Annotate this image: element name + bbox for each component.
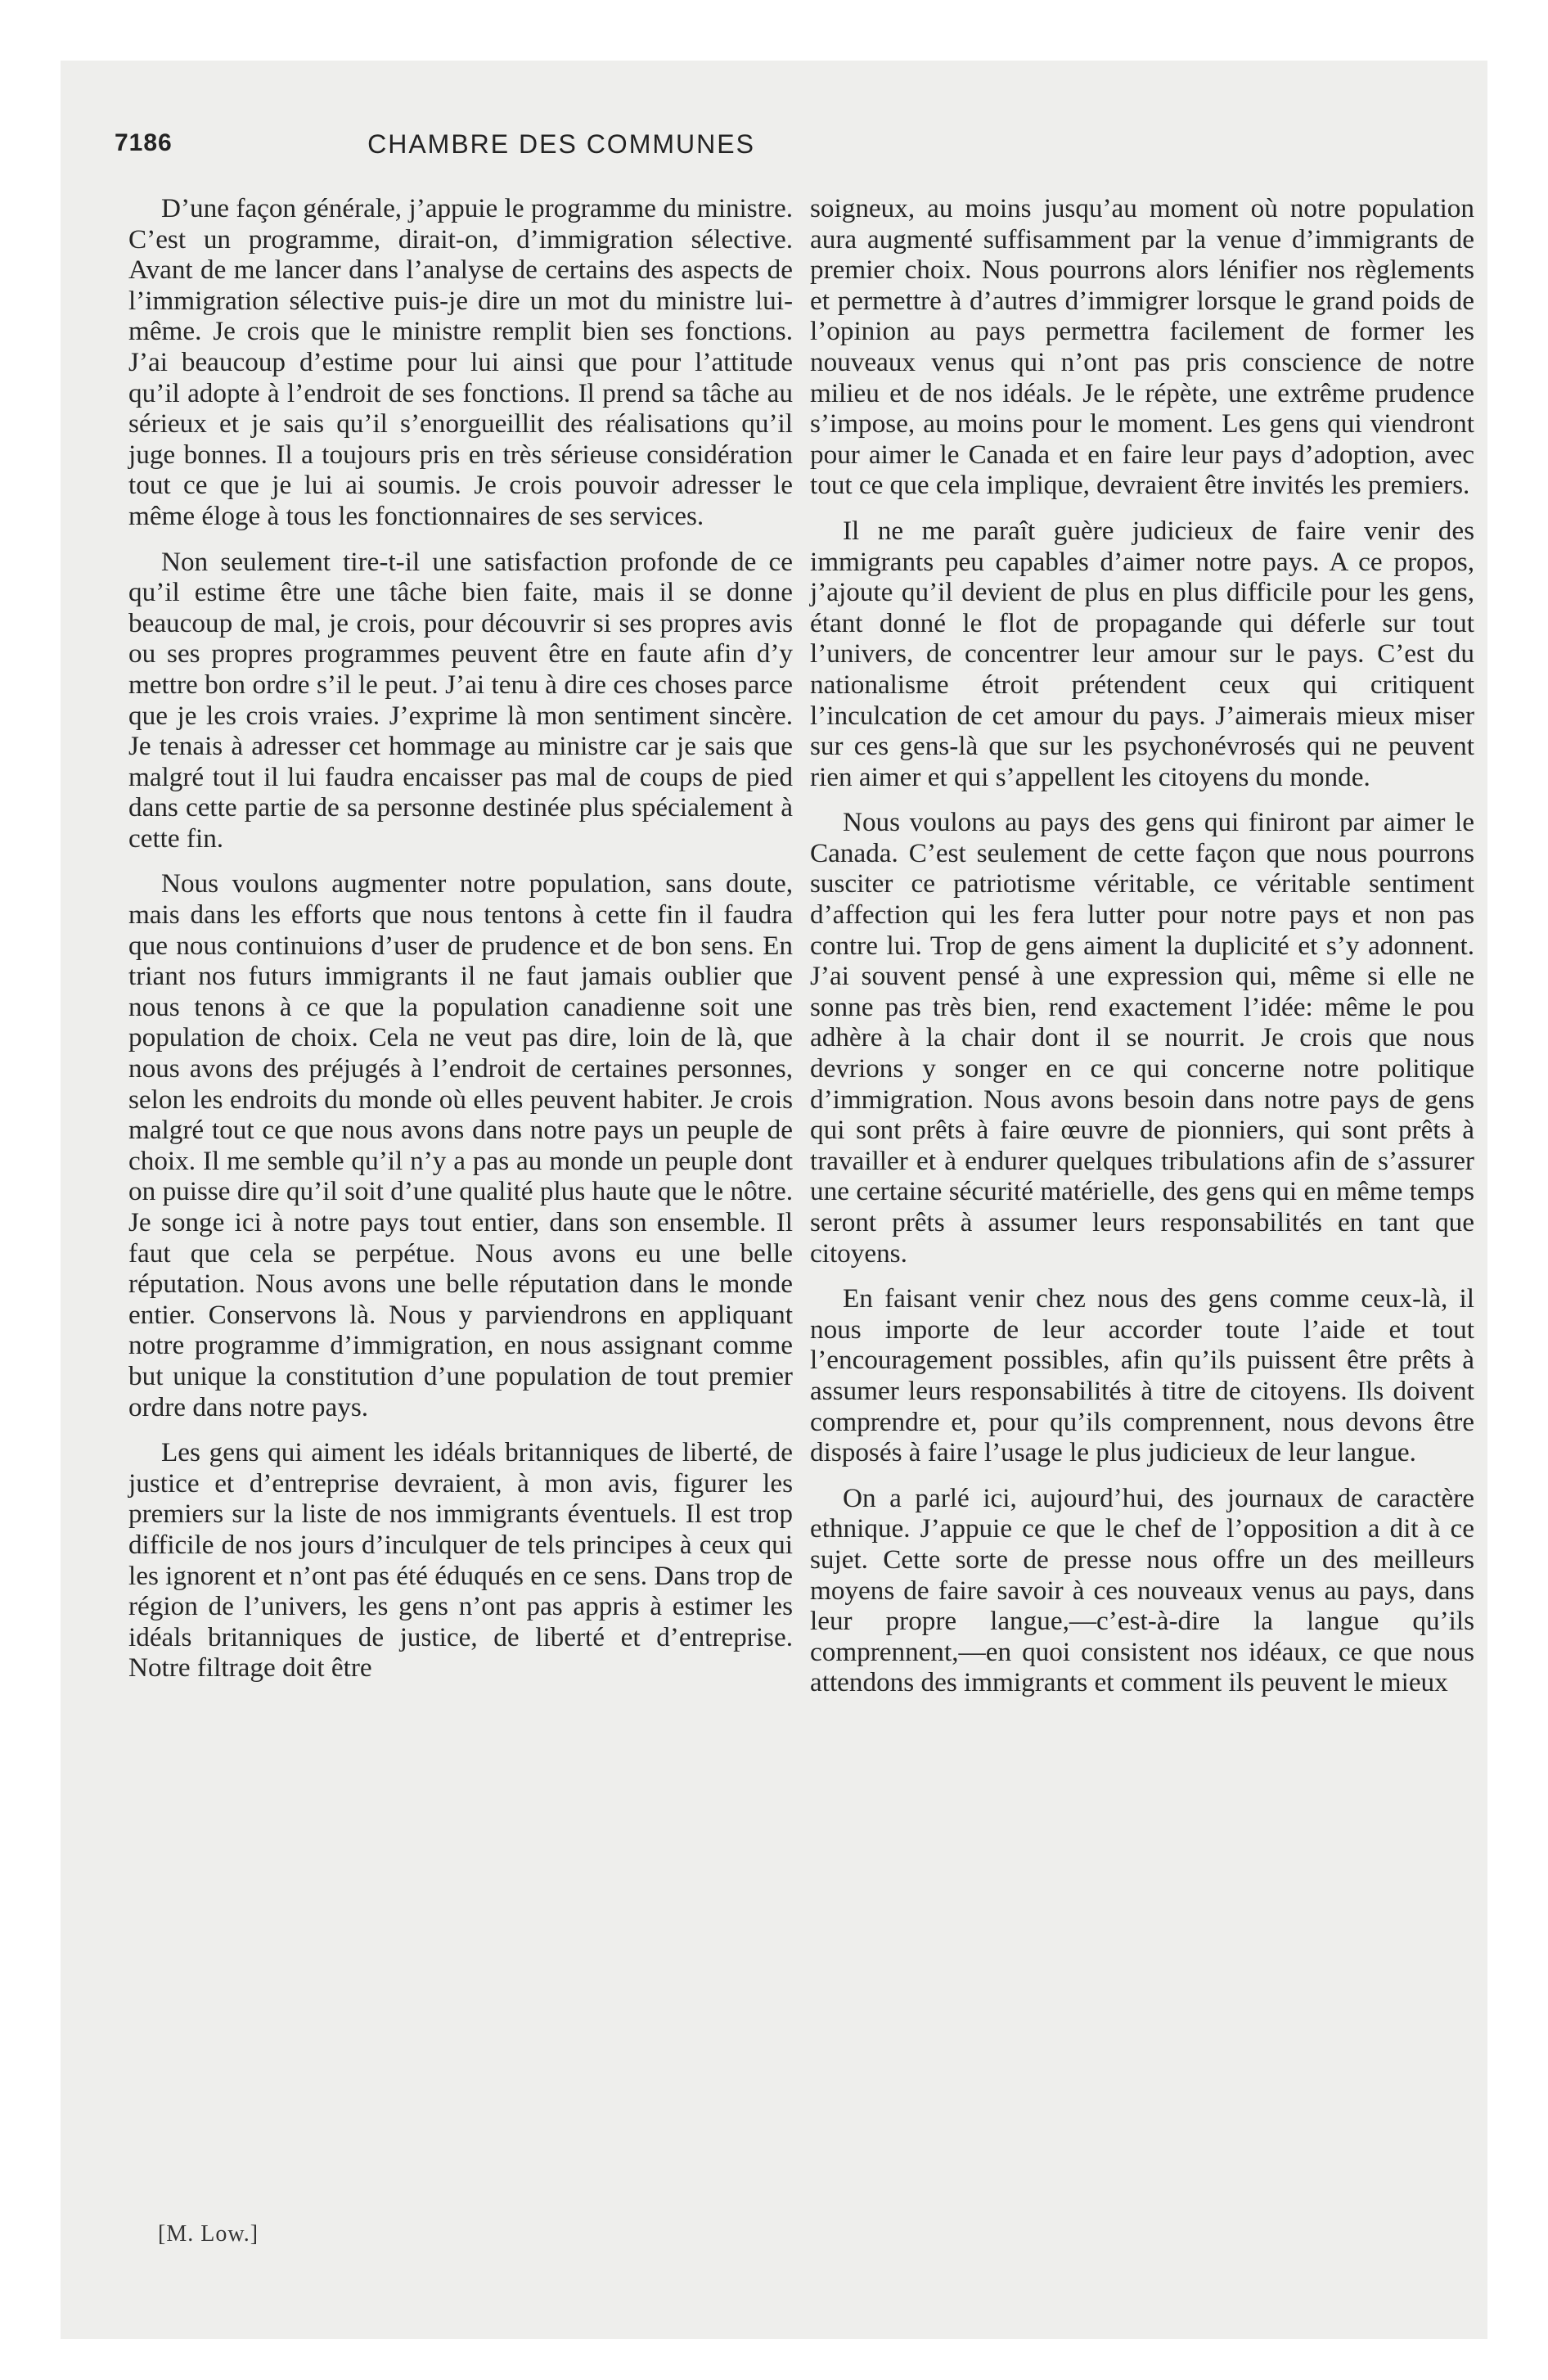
right-column xyxy=(810,193,1474,1713)
speaker-attribution: [M. Low.] xyxy=(158,2221,259,2247)
paragraph: En faisant venir chez nous des gens comme ceux-là, il nous importe de leur accorder toute l’aide et tout l’encouragement possibles, afin qu’ils puissent être prêts à assumer leurs responsabilités à titre de citoyens. Ils doivent comprendre et, pour qu’ils comprennent, nous devons être disposés à faire l’usage le plus judicieux de leur langue. xyxy=(810,1283,1474,1468)
page-header xyxy=(115,129,1008,170)
running-head: CHAMBRE DES COMMUNES xyxy=(367,129,755,159)
page-number: 7186 xyxy=(115,129,173,156)
paragraph: Nous voulons au pays des gens qui finiront par aimer le Canada. C’est seulement de cette façon que nous pourrons susciter ce patriotisme véritable, ce véritable sentiment d’affection qui les fera lutter pour notre pays et non pas contre lui. Trop de gens aiment la duplicité et s’y adonnent. J’ai souvent pensé à une expression qui, même si elle ne sonne pas très bien, rend exactement l’idée: même le pou adhère à la chair dont il se nourrit. Je crois que nous devrions y songer en ce qui concerne notre politique d’immigration. Nous avons besoin dans notre pays de gens qui sont prêts à faire œuvre de pionniers, qui sont prêts à travailler et à endurer quelques tribulations afin de s’assurer une certaine sécurité matérielle, des gens qui en même temps seront prêts à assumer leurs responsabilités en tant que citoyens. xyxy=(810,807,1474,1269)
paragraph: Nous voulons augmenter notre population, sans doute, mais dans les efforts que nous tentons à cette fin il faudra que nous continuions d’user de prudence et de bon sens. En triant nos futurs immigrants il ne faut jamais oublier que nous tenons à ce que la population canadienne soit une population de choix. Cela ne veut pas dire, loin de là, que nous avons des préjugés à l’endroit de certaines personnes, selon les endroits du monde où elles peuvent habiter. Je crois malgré tout ce que nous avons dans notre pays un peuple de choix. Il me semble qu’il n’y a pas au monde un peuple dont on puisse dire qu’il soit d’une qualité plus haute que le nôtre. Je songe ici à notre pays tout entier, dans son ensemble. Il faut que cela se perpétue. Nous avons eu une belle réputation. Nous avons une belle réputation dans le monde entier. Conservons là. Nous y parviendrons en appliquant notre programme d’immigration, en nous assignant comme but unique la constitution d’une population de tout premier ordre dans notre pays. xyxy=(128,868,793,1422)
paragraph: Les gens qui aiment les idéals britanniques de liberté, de justice et d’entreprise devraient, à mon avis, figurer les premiers sur la liste de nos immigrants éventuels. Il est trop difficile de nos jours d’inculquer de tels principes à ceux qui les ignorent et n’ont pas été éduqués en ce sens. Dans trop de région de l’univers, les gens n’ont pas appris à estimer les idéals britanniques de justice, de liberté et d’entreprise. Notre filtrage doit être xyxy=(128,1437,793,1684)
paragraph: Il ne me paraît guère judicieux de faire venir des immigrants peu capables d’aimer notre pays. A ce propos, j’ajoute qu’il devient de plus en plus difficile pour les gens, étant donné le flot de propagande qui déferle sur tout l’univers, de concentrer leur amour sur le pays. C’est du nationalisme étroit prétendent ceux qui critiquent l’inculcation de cet amour du pays. J’aimerais mieux miser sur ces gens-là que sur les psychonévrosés qui ne peuvent rien aimer et qui s’appellent les citoyens du monde. xyxy=(810,515,1474,792)
paragraph: On a parlé ici, aujourd’hui, des journaux de caractère ethnique. J’appuie ce que le chef de l’opposition a dit à ce sujet. Cette sorte de presse nous offre un des meilleurs moyens de faire savoir à ces nouveaux venus au pays, dans leur propre langue,—c’est-à-dire la langue qu’ils comprennent,—en quoi consistent nos idéaux, ce que nous attendons des immigrants et comment ils peuvent le mieux xyxy=(810,1482,1474,1698)
left-column xyxy=(128,193,793,1698)
paragraph: D’une façon générale, j’appuie le programme du ministre. C’est un programme, dirait-on, d’immigration sélective. Avant de me lancer dans l’analyse de certains des aspects de l’immigration sélective puis-je dire un mot du ministre lui-même. Je crois que le ministre remplit bien ses fonctions. J’ai beaucoup d’estime pour lui ainsi que pour l’attitude qu’il adopte à l’endroit de ses fonctions. Il prend sa tâche au sérieux et je sais qu’il s’enorgueillit des réalisations qu’il juge bonnes. Il a toujours pris en très sérieuse considération tout ce que je lui ai soumis. Je crois pouvoir adresser le même éloge à tous les fonctionnaires de ses services. xyxy=(128,193,793,531)
paragraph-continued: soigneux, au moins jusqu’au moment où notre population aura augmenté suffisamment par la venue d’immigrants de premier choix. Nous pourrons alors lénifier nos règlements et permettre à d’autres d’immigrer lorsque le grand poids de l’opinion au pays permettra facilement de former les nouveaux venus qui n’ont pas pris conscience de notre milieu et de nos idéals. Je le répète, une extrême prudence s’impose, au moins pour le moment. Les gens qui viendront pour aimer le Canada et en faire leur pays d’adoption, avec tout ce que cela implique, devraient être invités les premiers. xyxy=(810,193,1474,501)
paragraph: Non seulement tire-t-il une satisfaction profonde de ce qu’il estime être une tâche bien faite, mais il se donne beaucoup de mal, je crois, pour découvrir si ses propres avis ou ses propres programmes peuvent être en faute afin d’y mettre bon ordre s’il le peut. J’ai tenu à dire ces choses parce que je les crois vraies. J’exprime là mon sentiment sincère. Je tenais à adresser cet hommage au ministre car je sais que malgré tout il lui faudra encaisser pas mal de coups de pied dans cette partie de sa personne destinée plus spécialement à cette fin. xyxy=(128,546,793,854)
